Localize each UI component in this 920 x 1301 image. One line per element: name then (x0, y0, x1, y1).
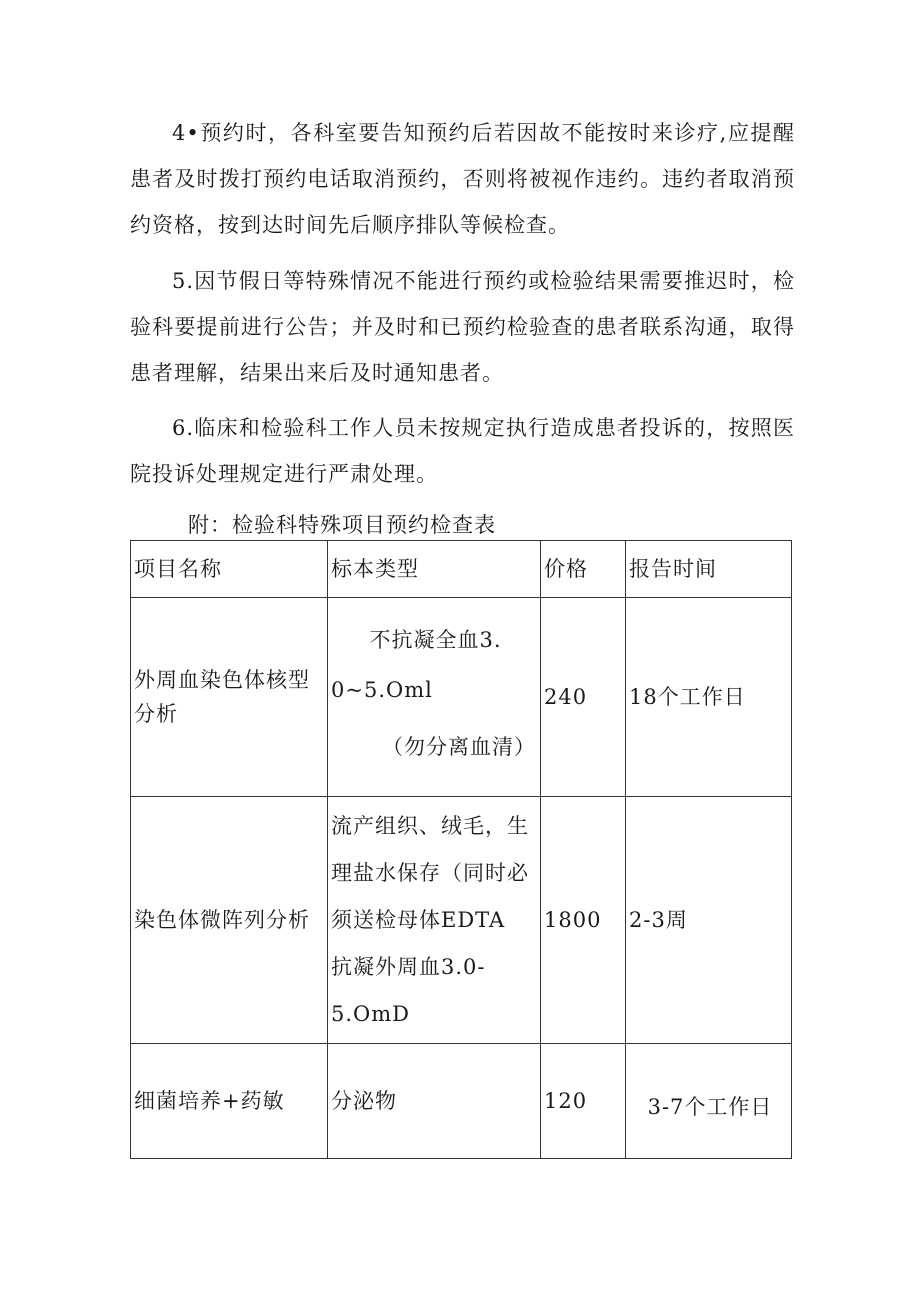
header-report-time: 报告时间 (626, 541, 792, 598)
header-specimen-type: 标本类型 (328, 541, 541, 598)
specimen-line: 流产组织、绒毛，生 (331, 813, 529, 838)
cell-specimen-type (328, 797, 541, 1044)
paragraph-item-4: 4•预约时，各科室要告知预约后若因故不能按时来诊疗,应提醒患者及时拨打预约电话取消预约，否则将被视作违约。违约者取消预约资格，按到达时间先后顺序排队等候检查。 (130, 121, 795, 237)
appointment-table (130, 540, 792, 1159)
paragraph-item-5: 5.因节假日等特殊情况不能进行预约或检验结果需要推迟时，检验科要提前进行公告；并及时和已预约检验查的患者联系沟通，取得患者理解，结果出来后及时通知患者。 (130, 269, 795, 385)
cell-specimen-type (328, 598, 541, 797)
specimen-line: 抗凝外周血3.0- (331, 954, 486, 979)
table-caption: 附：检验科特殊项目预约检查表 (188, 513, 496, 537)
cell-report-time: 18个工作日 (626, 598, 792, 797)
specimen-line: 5.OmD (331, 1001, 411, 1026)
table-row (131, 1044, 792, 1159)
paragraph-item-6: 6.临床和检验科工作人员未按规定执行造成患者投诉的，按照医院投诉处理规定进行严肃处理。 (130, 416, 795, 486)
header-item-name: 项目名称 (131, 541, 328, 598)
table-row (131, 797, 792, 1044)
cell-report-time: 3-7个工作日 (626, 1044, 792, 1159)
cell-specimen-type: 分泌物 (328, 1044, 541, 1159)
table-header-row (131, 541, 792, 598)
cell-item-name: 外周血染色体核型分析 (131, 598, 328, 797)
header-price: 价格 (541, 541, 626, 598)
cell-item-name: 染色体微阵列分析 (131, 797, 328, 1044)
specimen-line: 不抗凝全血3. (369, 628, 502, 652)
specimen-line: 0~5.Oml (331, 678, 433, 702)
cell-report-time: 2-3周 (626, 797, 792, 1044)
cell-item-name: 细菌培养+药敏 (131, 1044, 328, 1159)
specimen-line: 理盐水保存（同时必 (331, 860, 529, 885)
table-row (131, 598, 792, 797)
specimen-line: （勿分离血清） (382, 735, 536, 759)
cell-price: 1800 (541, 797, 626, 1044)
cell-price: 240 (541, 598, 626, 797)
cell-price: 120 (541, 1044, 626, 1159)
specimen-line: 须送检母体EDTA (331, 907, 506, 932)
